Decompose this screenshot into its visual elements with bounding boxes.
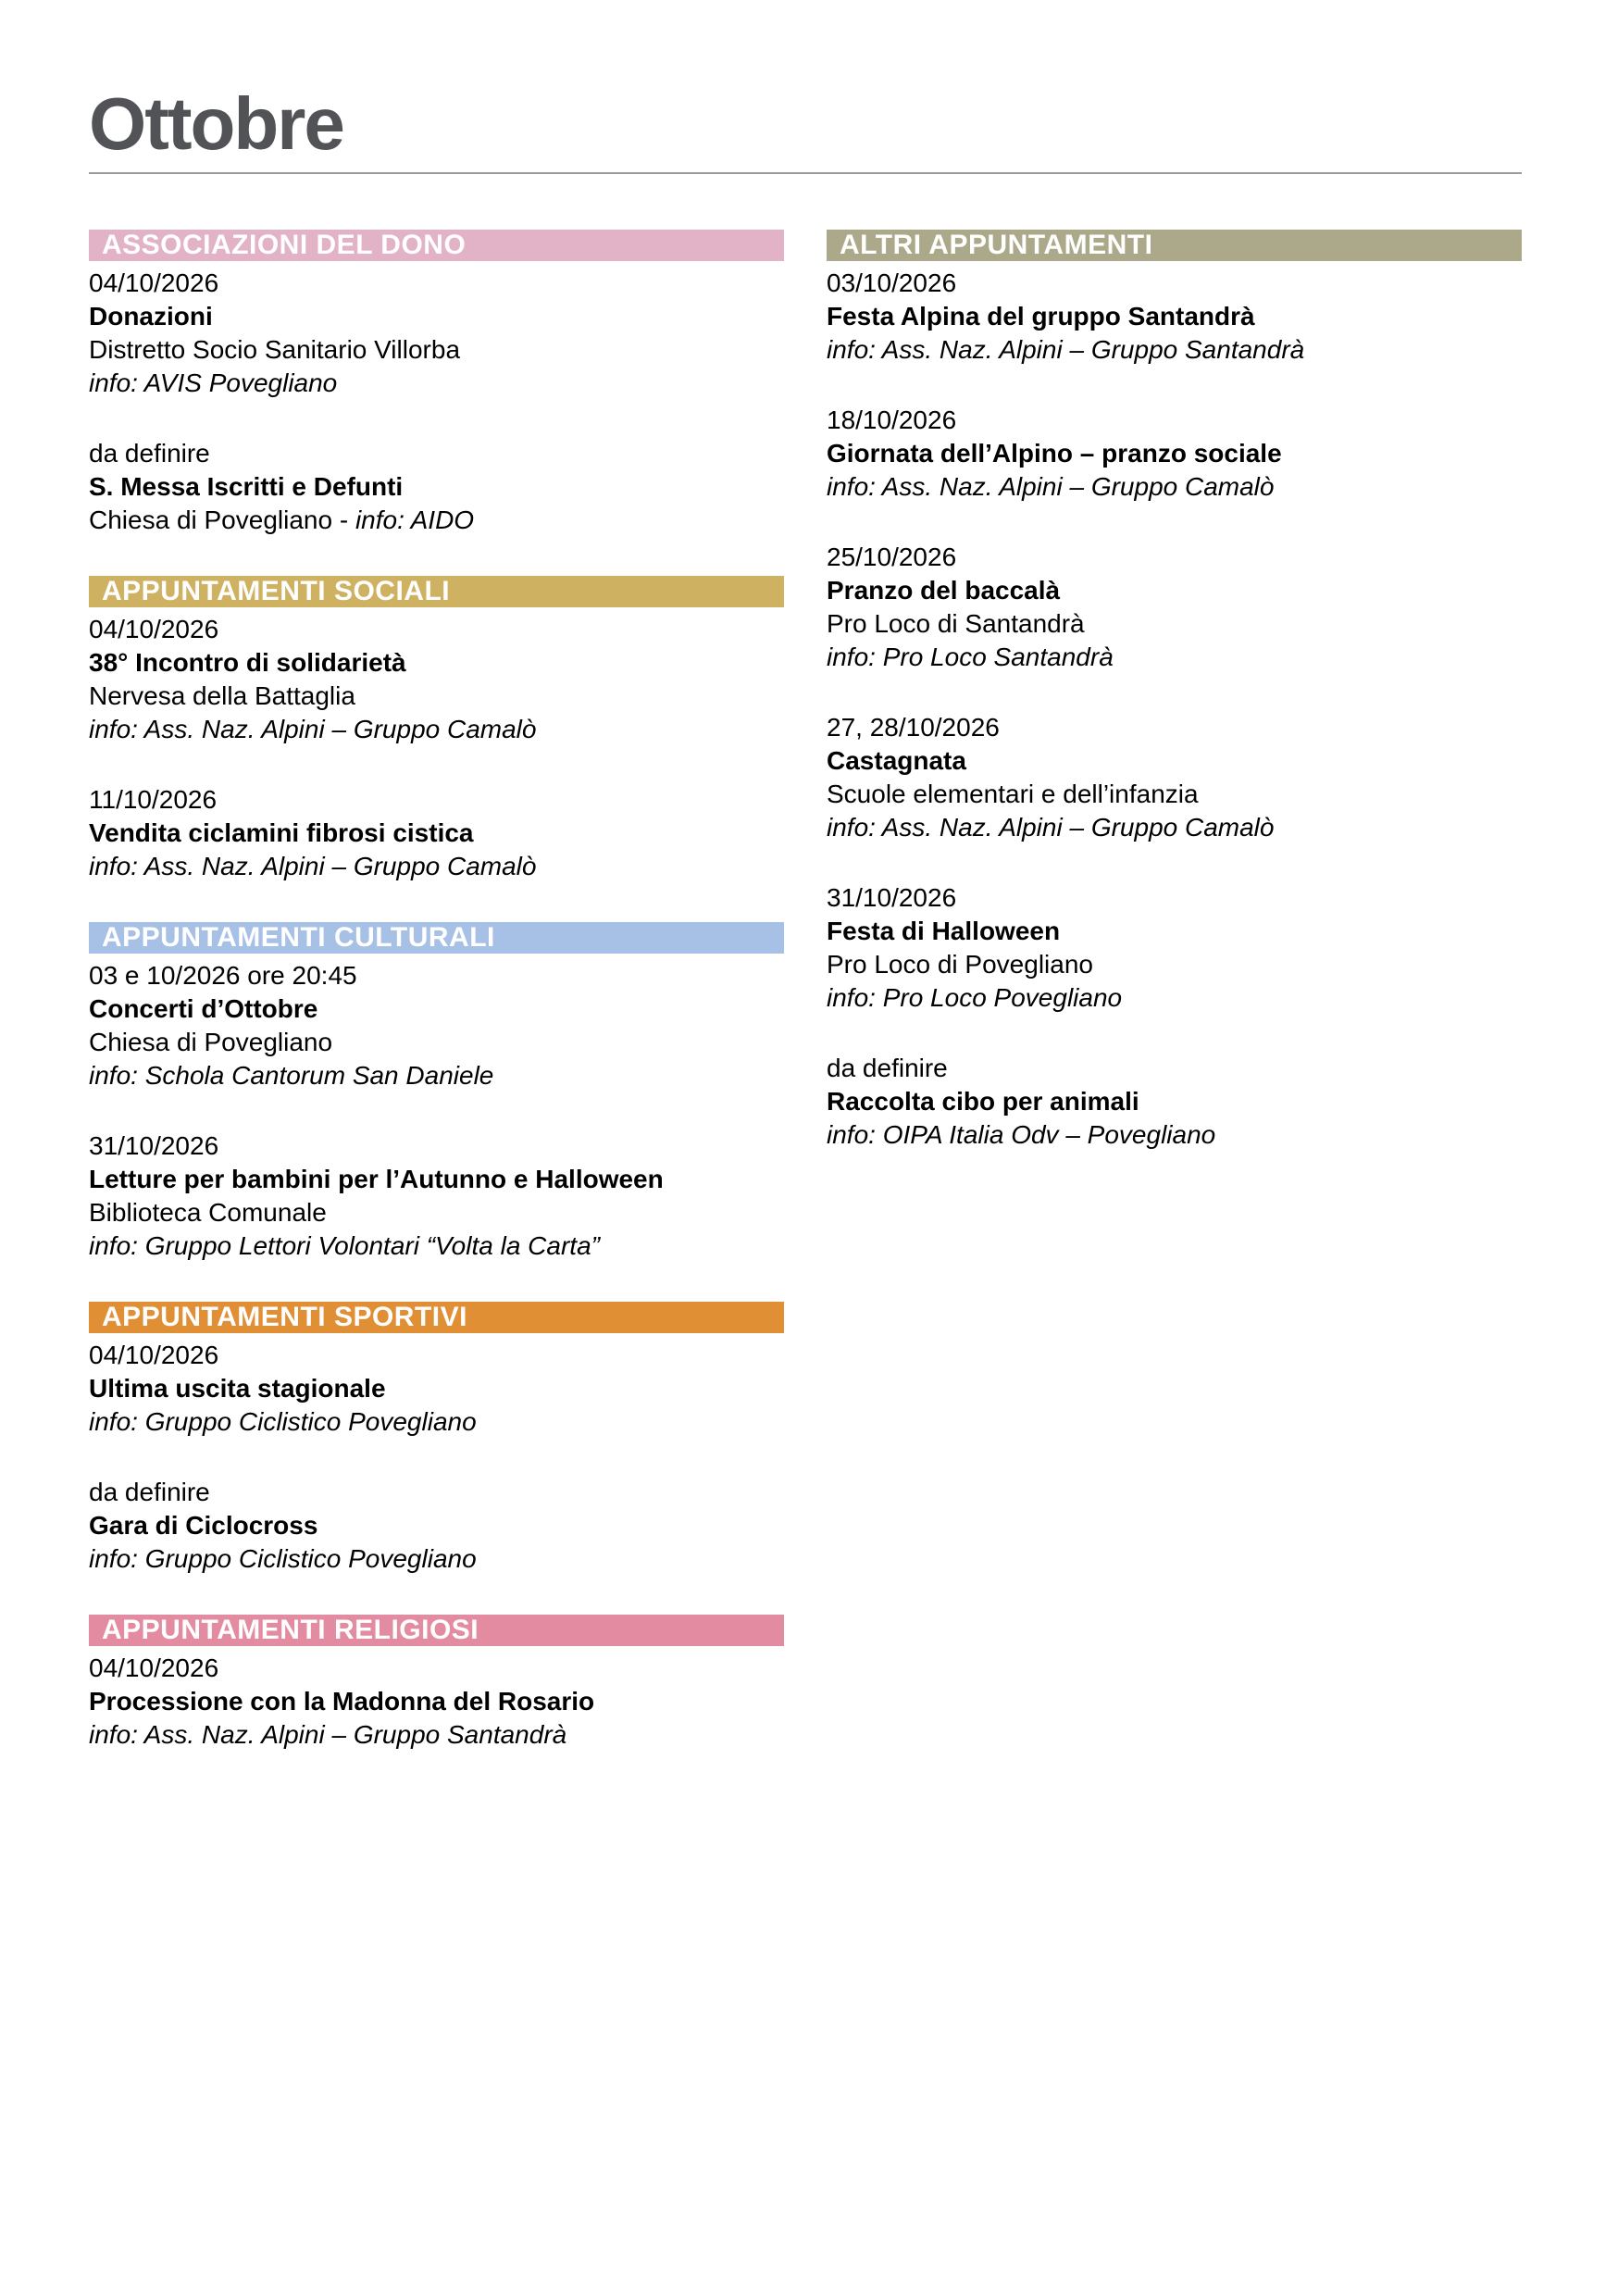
event-info: info: Ass. Naz. Alpini – Gruppo Camalò <box>827 813 1275 842</box>
masthead-divider <box>89 172 1522 174</box>
event-date: 31/10/2026 <box>827 883 957 912</box>
event-title: Donazioni <box>89 302 213 331</box>
section-header-dono: ASSOCIAZIONI DEL DONO <box>89 230 784 261</box>
event-venue: Pro Loco di Santandrà <box>827 609 1085 638</box>
content-columns <box>89 230 1522 1791</box>
section-header-religiosi: APPUNTAMENTI RELIGIOSI <box>89 1615 784 1646</box>
event-venue: Biblioteca Comunale <box>89 1198 327 1227</box>
event-date: 04/10/2026 <box>89 268 219 297</box>
event-date: da definire <box>89 439 210 468</box>
event-title: Castagnata <box>827 746 966 775</box>
event-vendita-ciclamini <box>89 783 784 883</box>
event-date: da definire <box>89 1478 210 1506</box>
event-incontro-solidarieta <box>89 613 784 746</box>
event-raccolta-cibo-animali <box>827 1052 1522 1152</box>
event-info: info: Ass. Naz. Alpini – Gruppo Camalò <box>827 472 1275 501</box>
event-date: 03/10/2026 <box>827 268 957 297</box>
event-date: 31/10/2026 <box>89 1131 219 1160</box>
event-title: Raccolta cibo per animali <box>827 1087 1139 1116</box>
section-header-altri: ALTRI APPUNTAMENTI <box>827 230 1522 261</box>
event-pranzo-baccala <box>827 541 1522 674</box>
event-messa-iscritti-defunti <box>89 437 784 537</box>
event-concerti-ottobre <box>89 959 784 1092</box>
event-date: 03 e 10/2026 ore 20:45 <box>89 961 357 990</box>
event-date: 27, 28/10/2026 <box>827 713 1000 742</box>
event-venue: Scuole elementari e dell’infanzia <box>827 780 1199 808</box>
section-appuntamenti-religiosi <box>89 1615 784 1752</box>
event-castagnata <box>827 711 1522 844</box>
event-venue: Chiesa di Povegliano <box>89 1028 333 1056</box>
event-date: 04/10/2026 <box>89 615 219 643</box>
event-title: Festa di Halloween <box>827 917 1061 945</box>
event-date: 18/10/2026 <box>827 406 957 434</box>
event-venue: Nervesa della Battaglia <box>89 681 355 710</box>
event-ultima-uscita <box>89 1339 784 1439</box>
event-info: info: Gruppo Ciclistico Povegliano <box>89 1407 477 1436</box>
event-title: Giornata dell’Alpino – pranzo sociale <box>827 439 1282 468</box>
event-festa-alpina <box>827 267 1522 367</box>
section-associazioni-del-dono <box>89 230 784 537</box>
event-venue: Pro Loco di Povegliano <box>827 950 1093 979</box>
event-title: Pranzo del baccalà <box>827 576 1061 605</box>
event-title: Processione con la Madonna del Rosario <box>89 1687 595 1716</box>
event-info: info: AIDO <box>355 505 475 534</box>
page-title: Ottobre <box>89 82 343 165</box>
event-info: info: Ass. Naz. Alpini – Gruppo Camalò <box>89 852 537 880</box>
event-info: info: Pro Loco Santandrà <box>827 643 1114 671</box>
section-altri-appuntamenti <box>827 230 1522 1152</box>
section-header-culturali: APPUNTAMENTI CULTURALI <box>89 922 784 954</box>
section-appuntamenti-culturali <box>89 922 784 1263</box>
event-venue-info-line <box>89 504 784 537</box>
left-column <box>89 230 784 1791</box>
masthead <box>89 82 1522 174</box>
section-header-sportivi: APPUNTAMENTI SPORTIVI <box>89 1302 784 1333</box>
event-title: Festa Alpina del gruppo Santandrà <box>827 302 1255 331</box>
event-date: 04/10/2026 <box>89 1653 219 1682</box>
event-date: 11/10/2026 <box>89 785 218 814</box>
event-info: info: Gruppo Lettori Volontari “Volta la Carta” <box>89 1231 600 1260</box>
event-title: Ultima uscita stagionale <box>89 1374 386 1403</box>
event-date: 25/10/2026 <box>827 543 957 571</box>
section-appuntamenti-sociali <box>89 576 784 883</box>
event-donazioni <box>89 267 784 400</box>
event-gara-ciclocross <box>89 1476 784 1576</box>
event-title: S. Messa Iscritti e Defunti <box>89 472 404 501</box>
event-info: info: Ass. Naz. Alpini – Gruppo Santandrà <box>827 335 1305 364</box>
event-info: info: Pro Loco Povegliano <box>827 983 1123 1012</box>
event-info: info: AVIS Povegliano <box>89 368 338 397</box>
event-giornata-alpino <box>827 404 1522 504</box>
event-letture-bambini <box>89 1129 784 1263</box>
event-festa-halloween <box>827 881 1522 1015</box>
event-date: 04/10/2026 <box>89 1341 219 1369</box>
event-date: da definire <box>827 1054 948 1082</box>
event-info: info: Schola Cantorum San Daniele <box>89 1061 494 1090</box>
event-title: 38° Incontro di solidarietà <box>89 648 406 677</box>
event-title: Letture per bambini per l’Autunno e Halloween <box>89 1165 664 1193</box>
event-info: info: Ass. Naz. Alpini – Gruppo Santandrà <box>89 1720 567 1749</box>
section-header-sociali: APPUNTAMENTI SOCIALI <box>89 576 784 607</box>
event-info: info: OIPA Italia Odv – Povegliano <box>827 1120 1216 1149</box>
section-appuntamenti-sportivi <box>89 1302 784 1576</box>
event-venue: Distretto Socio Sanitario Villorba <box>89 335 461 364</box>
event-venue: Chiesa di Povegliano - <box>89 505 355 534</box>
event-info: info: Gruppo Ciclistico Povegliano <box>89 1544 477 1573</box>
right-column <box>827 230 1522 1191</box>
event-info: info: Ass. Naz. Alpini – Gruppo Camalò <box>89 715 537 743</box>
event-title: Concerti d’Ottobre <box>89 994 318 1023</box>
event-processione-madonna <box>89 1652 784 1752</box>
event-title: Gara di Ciclocross <box>89 1511 318 1540</box>
event-title: Vendita ciclamini fibrosi cistica <box>89 818 474 847</box>
